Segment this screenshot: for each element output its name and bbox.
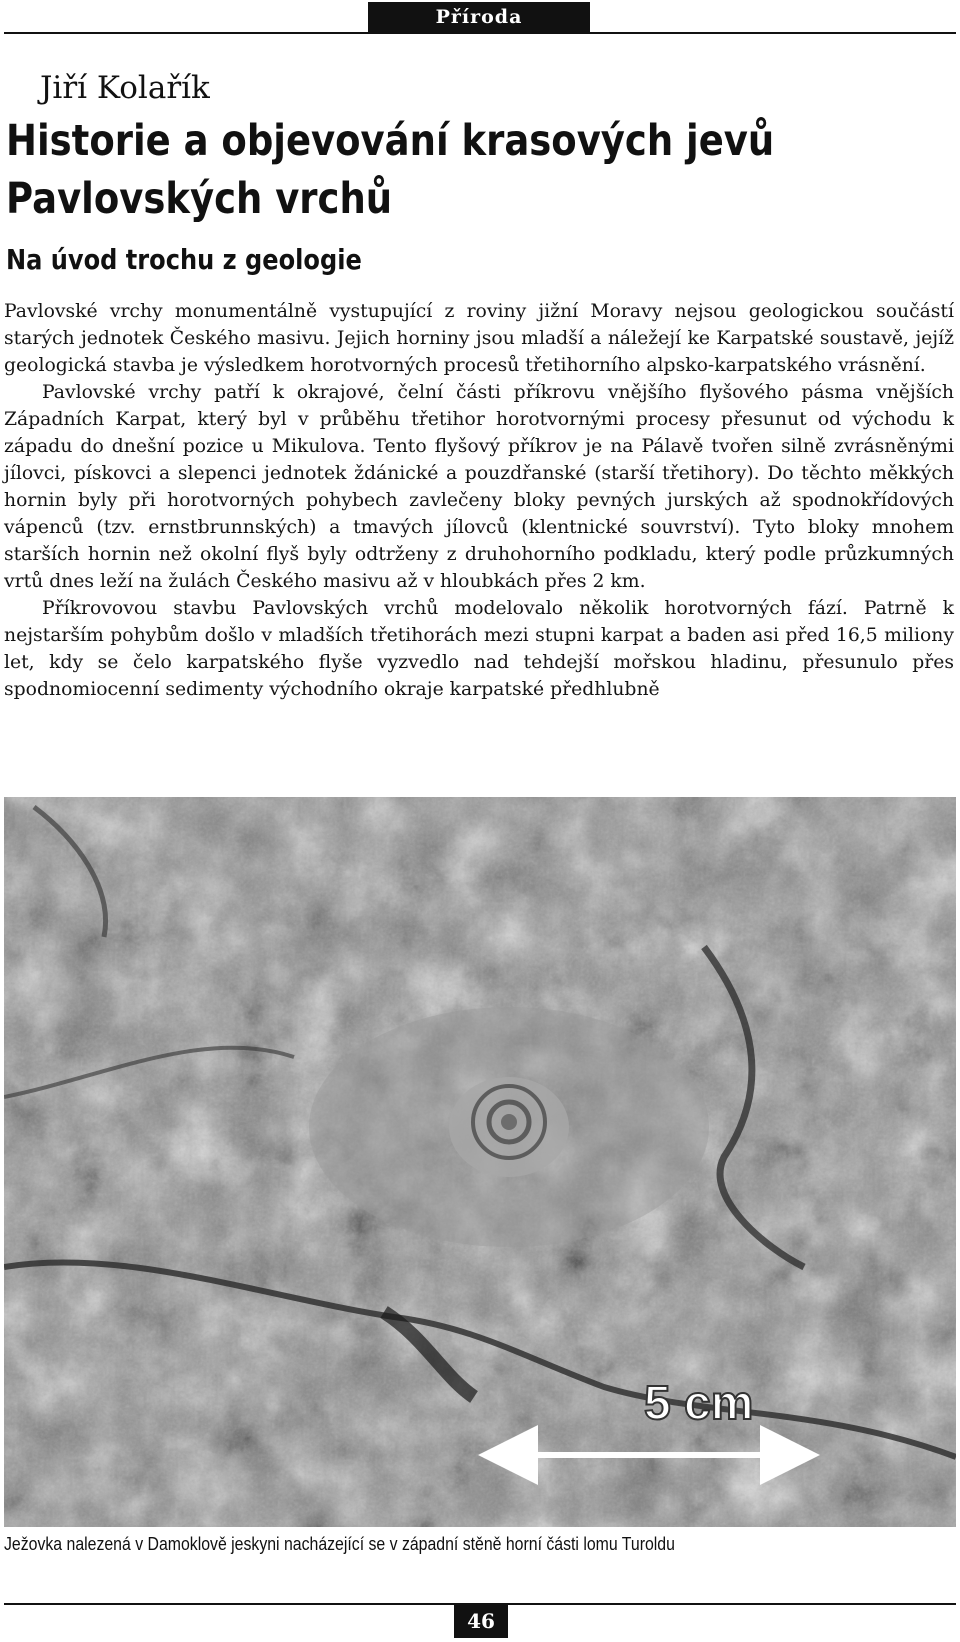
article-title-line-1: Historie a objevování krasových jevů (6, 116, 775, 166)
section-label: Příroda (368, 2, 590, 32)
fossil-photo (4, 797, 956, 1527)
article-title-line-2: Pavlovských vrchů (6, 174, 393, 224)
article-body (4, 298, 954, 703)
paragraph: Příkrovovou stavbu Pavlovských vrchů modelovalo několik horotvorných fází. Patrně k nejstarším pohybům došlo v mladších třetihorách mezi stupni karpat a baden asi před 16,5 miliony let, kdy se čelo karpatského flyše vyzvedlo nad tehdejší mořskou hladinu, přesunulo přes spodnomiocenní sedimenty východního okraje karpatské předhlubně (4, 598, 954, 700)
figure-caption: Ježovka nalezená v Damoklově jeskyni nacházející se v západní stěně horní části lomu Turoldu (4, 1534, 675, 1554)
paragraph: Pavlovské vrchy monumentálně vystupující z roviny jižní Moravy nejsou geologickou součástí starých jednotek Českého masivu. Jejich horniny jsou mladší a náležejí ke Karpatské soustavě, jejíž geologická stavba je výsledkem horotvorných procesů třetihorního alpsko-karpatského vrásnění. (4, 301, 954, 376)
header-rule (4, 32, 956, 34)
article-author: Jiří Kolařík (40, 70, 210, 106)
page-number: 46 (454, 1604, 508, 1638)
fossil-photo-drawing (4, 797, 956, 1527)
section-heading: Na úvod trochu z geologie (6, 243, 362, 276)
article-title (6, 112, 943, 228)
paragraph: Pavlovské vrchy patří k okrajové, čelní části příkrovu vnějšího flyšového pásma vnějších Západních Karpat, který byl v průběhu třetihor horotvornými procesy přesunut od východu k západu do dnešní pozice u Mikulova. Tento flyšový příkrov je na Pálavě tvořen silně zvrásněnými jílovci, pískovci a slepenci jednotek ždánické a pouzdřanské (starší třetihory). Do těchto měkkých hornin byly při horotvorných pohybech zavlečeny bloky pevných jurských až spodnokřídových vápenců (tzv. ernstbrunnských) a tmavých jílovců (klentnické souvrství). Tyto bloky mnohem starších hornin než okolní flyš byly odtrženy z druhohorního podkladu, který podle průzkumných vrtů dnes leží na žulách Českého masivu až v hloubkách přes 2 km. (4, 382, 954, 592)
scale-label: 5 cm (644, 1377, 754, 1430)
